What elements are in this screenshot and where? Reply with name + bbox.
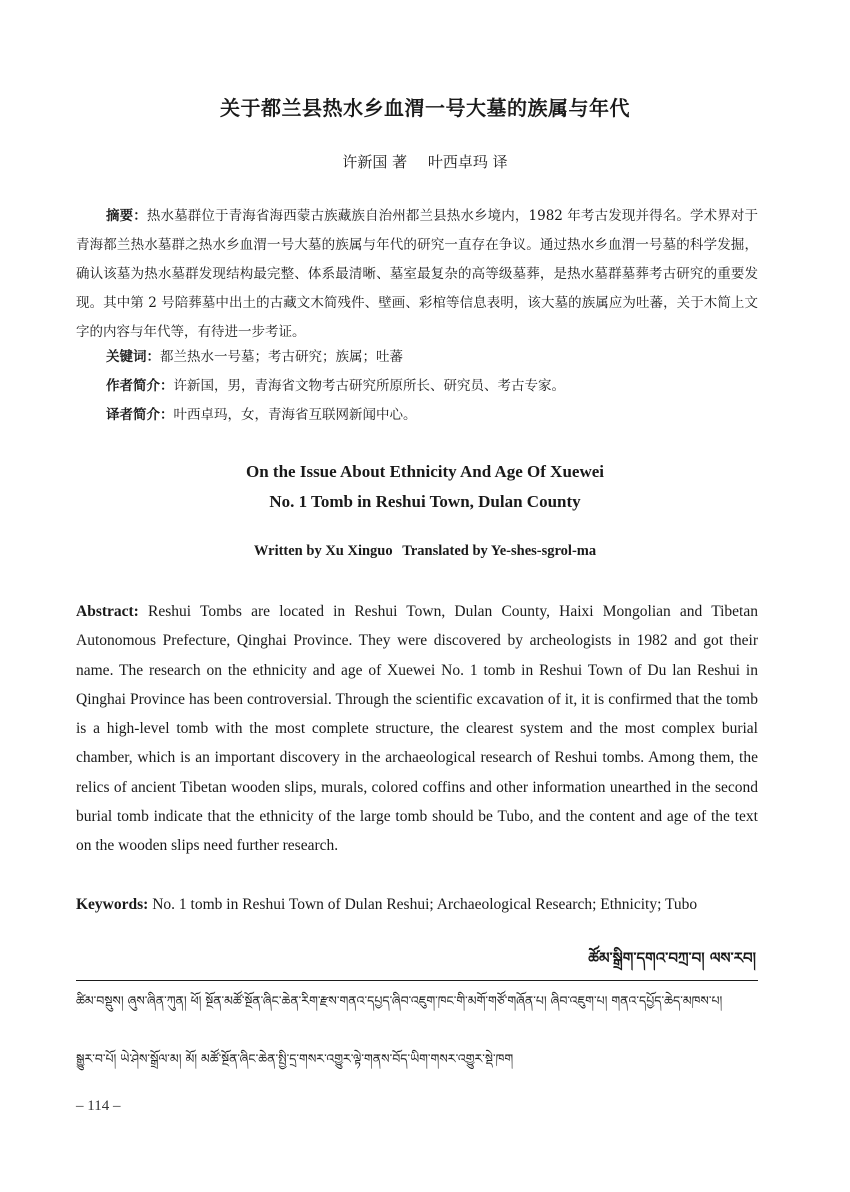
page-number: – 114 – xyxy=(76,1098,121,1114)
english-keywords-text: No. 1 tomb in Reshui Town of Dulan Reshui; Archaeological Research; Ethnicity; Tubo xyxy=(152,896,698,913)
tibetan-translator-bio-label: སྒྱུར་བ་པོ། xyxy=(76,1051,117,1066)
chinese-translator: 叶西卓玛 译 xyxy=(427,153,508,171)
chinese-author-bio-text: 许新国，男，青海省文物考古研究所原所长、研究员、考古专家。 xyxy=(173,378,565,394)
chinese-translator-bio xyxy=(106,401,756,430)
chinese-abstract-label: 摘要： xyxy=(106,208,147,224)
tibetan-title: ཚོམ་སྒྲིག་དགའ་བཀྲ་བ། ལས་རབ། xyxy=(588,949,756,967)
chinese-author: 许新国 著 xyxy=(342,153,408,171)
chinese-abstract xyxy=(76,202,758,347)
chinese-keywords-label: 关键词： xyxy=(106,349,160,365)
english-abstract-label: Abstract: xyxy=(76,603,139,620)
chinese-authors xyxy=(0,151,850,172)
english-translator: Translated by Ye-shes-sgrol-ma xyxy=(402,543,597,559)
tibetan-author-bio-label: ཚིམ་བསྡུས། xyxy=(76,993,124,1008)
tibetan-author-bio xyxy=(76,988,758,1013)
english-title xyxy=(0,457,850,517)
tibetan-translator-bio-text: ཡེ་ཤེས་སྒྲོལ་མ། མོ། མཚོ་སྔོན་ཞིང་ཆེན་སྤྱི་དྲ་གསར་འགྱུར་ལྟེ་གནས་བོད་ཡིག་གསར་འགྱུར་སྡེ་ཁག xyxy=(120,1051,514,1066)
english-abstract xyxy=(76,597,758,861)
english-keywords-label: Keywords: xyxy=(76,896,149,913)
english-title-line-2: No. 1 Tomb in Reshui Town, Dulan County xyxy=(269,492,581,511)
chinese-title: 关于都兰县热水乡血渭一号大墓的族属与年代 xyxy=(220,96,630,120)
english-authors xyxy=(0,543,850,560)
tibetan-translator-bio xyxy=(76,1046,758,1071)
tibetan-author-bio-text: ཞུས་ཞིན་ཀུན། ཕོ། སྔོན་མཚོ་སྔོན་ཞིང་ཆེན་རིག་རྫས་གནའ་དཔྱད་ཞིབ་འཇུག་ཁང་གི་མགོ་གཙོ་གཞོན་པ། ཞིབ་འཇུག་པ། གནའ་དཔྱོད་ཆེད་མཁས་པ། xyxy=(127,993,723,1008)
divider-rule xyxy=(76,980,758,981)
chinese-translator-bio-label: 译者简介： xyxy=(106,407,174,423)
chinese-author-bio xyxy=(106,372,756,401)
chinese-translator-bio-text: 叶西卓玛，女，青海省互联网新闻中心。 xyxy=(173,407,417,423)
english-title-line-1: On the Issue About Ethnicity And Age Of Xuewei xyxy=(246,462,604,481)
chinese-keywords-text: 都兰热水一号墓；考古研究；族属；吐蕃 xyxy=(160,349,403,365)
chinese-author-bio-label: 作者简介： xyxy=(106,378,174,394)
chinese-abstract-text: 热水墓群位于青海省海西蒙古族藏族自治州都兰县热水乡境内，1982 年考古发现并得名。学术界对于青海都兰热水墓群之热水乡血渭一号大墓的族属与年代的研究一直存在争议。通过热水乡血渭一号墓的科学发掘，确认该墓为热水墓群发现结构最完整、体系最清晰、墓室最复杂的高等级墓葬，是热水墓群墓葬考古研究的重要发现。其中第 2 号陪葬墓中出土的古藏文木简残件、壁画、彩棺等信息表明，该大墓的族属应为吐蕃，关于木简上文字的内容与年代等，有待进一步考证。 xyxy=(76,208,758,340)
chinese-keywords xyxy=(106,343,756,372)
english-author: Written by Xu Xinguo xyxy=(253,543,393,559)
english-keywords xyxy=(76,890,758,919)
english-abstract-text: Reshui Tombs are located in Reshui Town, Dulan County, Haixi Mongolian and Tibetan Autonomous Prefecture, Qinghai Province. They were discovered by archeologists in 1982 and got their name. The research on the ethnicity and age of Xuewei No. 1 tomb in Reshui Town of Du lan Reshui in Qinghai Province has been controversial. Through the scientific excavation of it, it is confirmed that the tomb is a high-level tomb with the most complete structure, the clearest system and the most complex burial chamber, which is an important discovery in the archaeological research of Reshui tombs. Among them, the relics of ancient Tibetan wooden slips, murals, colored coffins and other information unearthed in the second burial tomb indicate that the ethnicity of the large tomb should be Tubo, and the content and age of the text on the wooden slips need further research. xyxy=(76,603,758,855)
